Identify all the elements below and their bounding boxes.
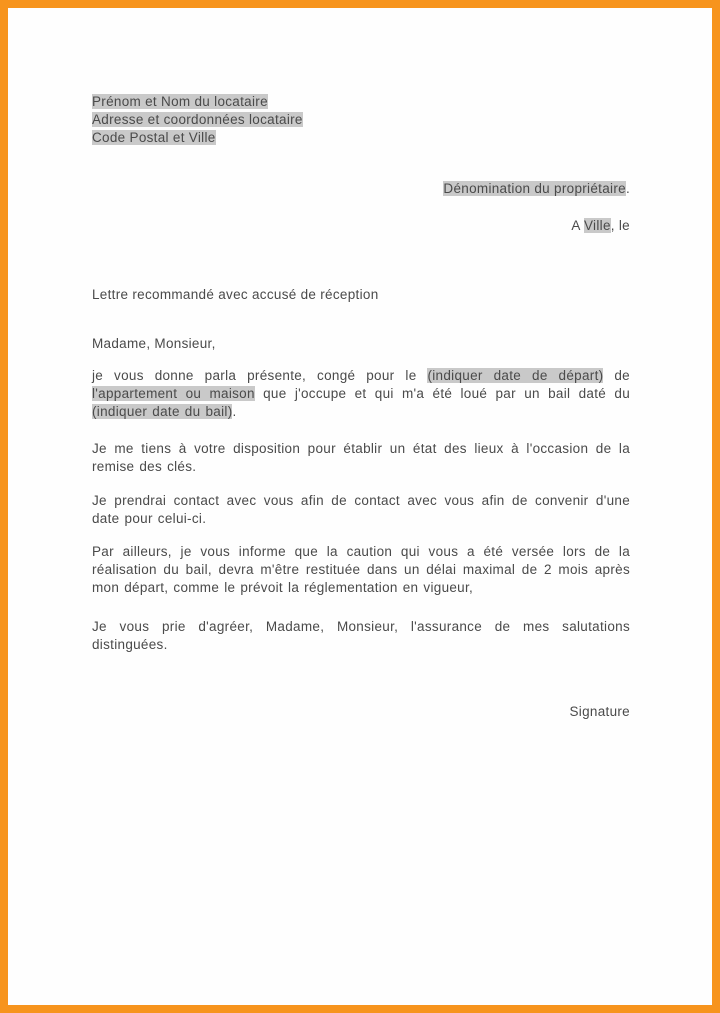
para1-text: de (603, 368, 630, 383)
paragraph-contact: Je prendrai contact avec vous afin de contact avec vous afin de convenir d'une date pour celui-ci. (92, 493, 630, 526)
subject-line: Lettre recommandé avec accusé de réception (92, 287, 379, 302)
para1-text: que j'occupe et qui m'a été loué par un bail daté du (254, 386, 631, 401)
date-line (92, 217, 630, 235)
para1-text: je vous donne parla présente, congé pour le (92, 368, 428, 383)
sender-city-placeholder: Code Postal et Ville (92, 130, 216, 145)
paragraph-etat-des-lieux: Je me tiens à votre disposition pour établir un état des lieux à l'occasion de la remise des clés. (92, 441, 630, 474)
recipient-block (92, 180, 630, 198)
sender-address-placeholder: Adresse et coordonnées locataire (92, 112, 303, 127)
recipient-name-placeholder: Dénomination du propriétaire (443, 181, 626, 196)
date-city-placeholder: Ville (584, 218, 611, 233)
salutation: Madame, Monsieur, (92, 336, 216, 351)
sender-address-line (92, 111, 630, 129)
paragraph-notice (92, 367, 630, 421)
sender-name-placeholder: Prénom et Nom du locataire (92, 94, 268, 109)
letter-content (8, 8, 712, 721)
paragraph-closing: Je vous prie d'agréer, Madame, Monsieur, l'assurance de mes salutations distinguées. (92, 619, 630, 652)
recipient-suffix: . (625, 181, 630, 196)
paragraph-caution: Par ailleurs, je vous informe que la caution qui vous a été versée lors de la réalisation du bail, devra m'être restituée dans un délai maximal de 2 mois après mon départ, comme le prévoit la réglementation en vigueur, (92, 544, 630, 595)
sender-name-line (92, 93, 630, 111)
departure-date-placeholder: (indiquer date de départ) (427, 368, 604, 383)
sender-address-block (92, 93, 630, 147)
sender-city-line (92, 129, 630, 147)
lease-date-placeholder: (indiquer date du bail) (92, 404, 233, 419)
para1-text: . (232, 404, 237, 419)
property-type-placeholder: l'appartement ou maison (92, 386, 255, 401)
date-suffix: , le (610, 218, 630, 233)
signature-label: Signature (569, 704, 630, 719)
date-prefix: A (571, 218, 584, 233)
